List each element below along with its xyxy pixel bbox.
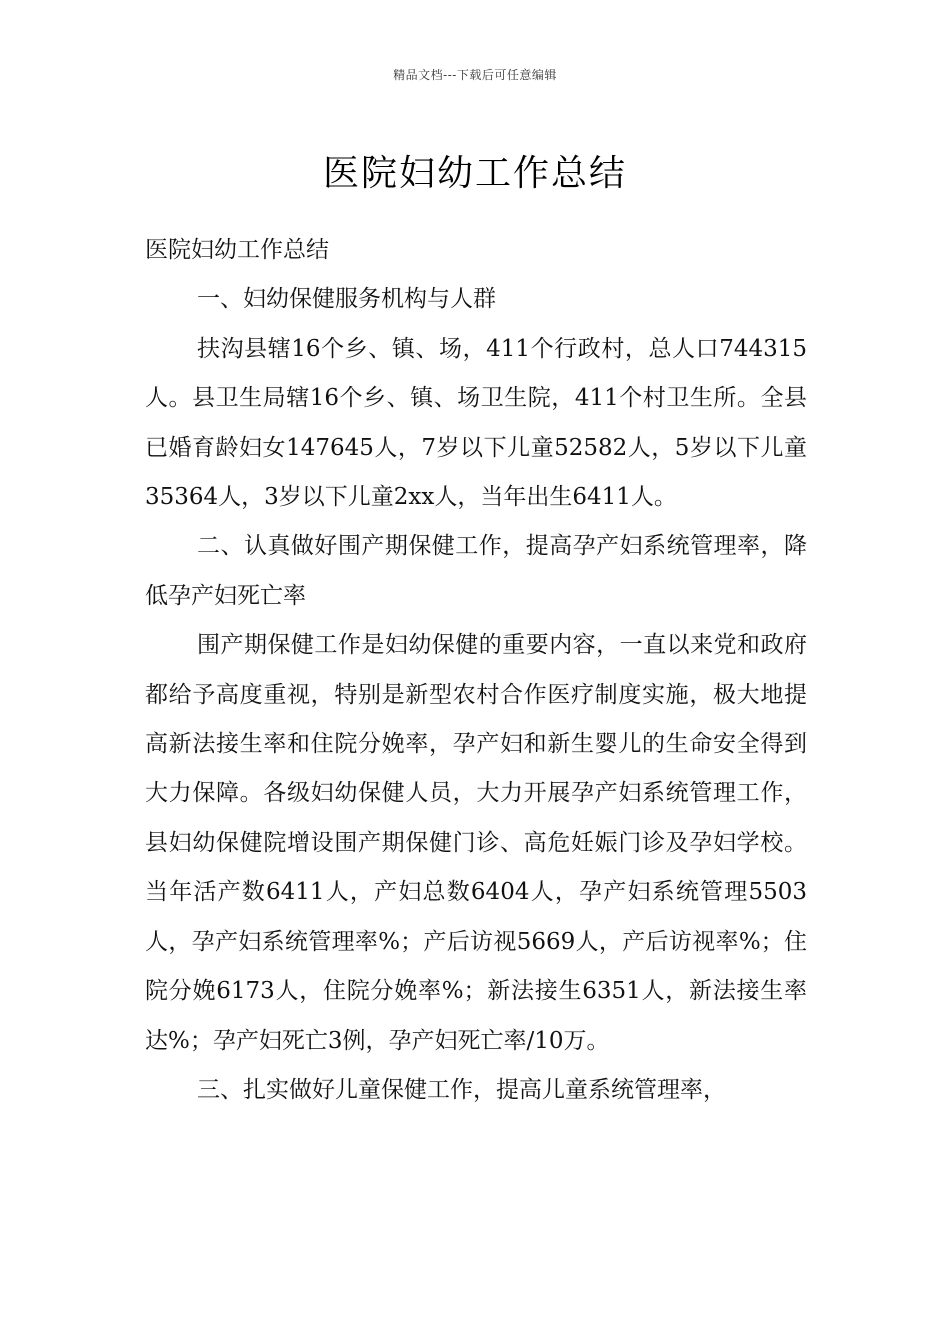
section-heading-2: 二、认真做好围产期保健工作，提高孕产妇系统管理率，降低孕产妇死亡率 (145, 533, 807, 609)
paragraph-subtitle: 医院妇幼工作总结 (145, 237, 329, 263)
paragraph-perinatal-care: 围产期保健工作是妇幼保健的重要内容，一直以来党和政府都给予高度重视，特别是新型农村合作医疗制度实施，极大地提高新法接生率和住院分娩率，孕产妇和新生婴儿的生命安全得到大力保障。各级妇幼保健人员，大力开展孕产妇系统管理工作，县妇幼保健院增设围产期保健门诊、高危妊娠门诊及孕妇学校。当年活产数6411人，产妇总数6404人，孕产妇系统管理5503人，孕产妇系统管理率%；产后访视5669人，产后访视率%；住院分娩6173人，住院分娩率%；新法接生6351人，新法接生率达%；孕产妇死亡3例，孕产妇死亡率/10万。 (145, 632, 807, 1054)
section-heading-3: 三、扎实做好儿童保健工作，提高儿童系统管理率， (197, 1076, 726, 1103)
document-title: 医院妇幼工作总结 (322, 153, 627, 195)
document-body (145, 226, 807, 1115)
section-heading-1: 一、妇幼保健服务机构与人群 (197, 286, 496, 313)
paragraph-population: 扶沟县辖16个乡、镇、场，411个行政村，总人口744315人。县卫生局辖16个乡、镇、场卫生院，411个村卫生所。全县已婚育龄妇女147645人，7岁以下儿童52582人，5岁以下儿童35364人，3岁以下儿童2xx人，当年出生6411人。 (145, 335, 807, 511)
header-note: 精品文档---下载后可任意编辑 (393, 68, 557, 82)
